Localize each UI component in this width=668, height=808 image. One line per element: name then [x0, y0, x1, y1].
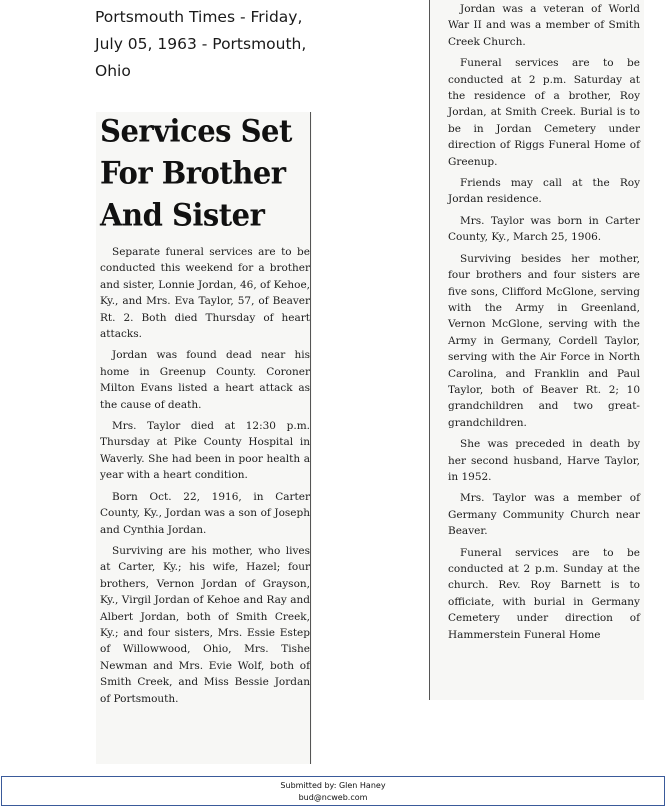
paragraph: Surviving are his mother, who lives at Carter, Ky.; his wife, Hazel; four brothers, Vernon Jordan of Grayson, Ky., Virgil Jordan of Kehoe and Ray and Albert Jordan, both of Smith Creek, Ky.; and four sisters, Mrs. Essie Estep of Willowwood, Ohio, Mrs. Tishe Newman and Mrs. Evie Wolf, both of Smith Creek, and Miss Bessie Jordan of Portsmouth. [100, 544, 310, 705]
paragraph: Mrs. Taylor was a member of Germany Community Church near Beaver. [448, 492, 640, 538]
source-caption [95, 4, 425, 112]
paragraph: Born Oct. 22, 1916, in Carter County, Ky., Jordan was a son of Joseph and Cynthia Jordan. [100, 490, 310, 536]
article-left-column [96, 104, 312, 764]
paragraph: Jordan was found dead near his home in Greenup County. Coroner Milton Evans listed a heart attack as the cause of death. [100, 349, 310, 411]
column-rule [310, 104, 311, 764]
paragraph: Surviving besides her mother, four brothers and four sisters are five sons, Clifford McGlone, serving with the Army in Greenland, Vernon McGlone, serving with the Army in Germany, Cordell Taylor, serving with the Air Force in North Carolina, and Franklin and Paul Taylor, both of Beaver Rt. 2; 10 grandchildren and two great-grandchildren. [448, 252, 640, 429]
email-text: bud@ncweb.com [298, 793, 368, 802]
headline-line-1: Services Set [100, 113, 292, 149]
submitted-by-text: Submitted by: Glen Haney [280, 781, 386, 790]
submitted-by-footer [1, 776, 665, 806]
caption-line-2: July 05, 1963 - Portsmouth, [95, 35, 307, 53]
paragraph: Friends may call at the Roy Jordan residence. [448, 177, 640, 206]
caption-line-3: Ohio [95, 62, 131, 80]
headline-line-3: And Sister [100, 197, 265, 233]
caption-line-1: Portsmouth Times - Friday, [95, 8, 303, 26]
paragraph: Mrs. Taylor died at 12:30 p.m. Thursday at Pike County Hospital in Waverly. She had been in poor health a year with a heart condition. [100, 420, 310, 482]
paragraph: Funeral services are to be conducted at 2 p.m. Sunday at the church. Rev. Roy Barnett is to officiate, with burial in Germany Cemetery under direction of Hammerstein Funeral Home [448, 546, 640, 641]
column-rule [429, 0, 430, 700]
paragraph: Mrs. Taylor was born in Carter County, Ky., March 25, 1906. [448, 214, 640, 244]
headline [100, 110, 312, 236]
paragraph: Jordan was a veteran of World War II and was a member of Smith Creek Church. [448, 3, 640, 48]
paragraph: Funeral services are to be conducted at 2 p.m. Saturday at the residence of a brother, Roy Jordan, at Smith Creek. Burial is to be in Jordan Cemetery under direction of Riggs Funeral Home of Greenup. [448, 57, 640, 168]
paragraph: She was preceded in death by her second husband, Harve Taylor, in 1952. [448, 438, 640, 483]
paragraph: Separate funeral services are to be conducted this weekend for a brother and sister, Lonnie Jordan, 46, of Kehoe, Ky., and Mrs. Eva Taylor, 57, of Beaver Rt. 2. Both died Thursday of heart attacks. [100, 246, 310, 341]
headline-line-2: For Brother [100, 155, 286, 191]
article-right-column [430, 0, 644, 700]
